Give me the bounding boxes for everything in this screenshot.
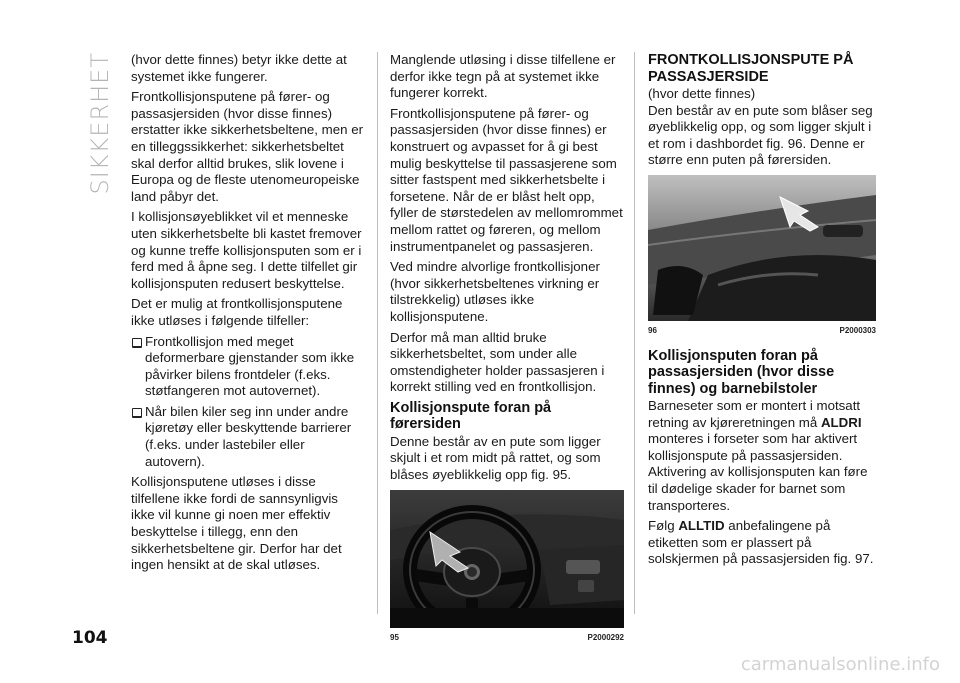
section-heading: Kollisjonspute foran på førersiden [390, 399, 552, 433]
bullet-icon [132, 408, 142, 418]
paragraph: Frontkollisjonsputene på fører- og passasjersiden (hvor disse finnes) erstatter ikke sikkerhetsbeltene, men er en tilleggssikkerhet: sikkerhetsbeltet skal derfor alltid brukes, slik lovene i Europa og de fleste utenomeuropeiske land påbyr det. [131, 89, 364, 204]
section-heading: Kollisjonsputen foran på passasjersiden (hvor disse finnes) og barnebilstoler [648, 347, 835, 397]
column-divider [634, 52, 635, 614]
list-item [131, 404, 365, 470]
paragraph-text: Barneseter som er montert i motsatt retning av kjøreretningen må [648, 398, 861, 430]
section-title: SIKKERHET [86, 52, 114, 195]
paragraph-text: monteres i forseter som har aktivert kollisjonspute på passasjersiden. Aktivering av kollisjonsputen kan føre til dødelige skader for barnet som transporteres. [648, 431, 868, 513]
figure-code: P2000303 [839, 325, 876, 335]
figure-95 [390, 490, 624, 647]
column-divider [377, 52, 378, 614]
paragraph: Den består av en pute som blåser seg øyeblikkelig opp, og som ligger skjult i et rom i dashbordet fig. 96. Denne er større enn puten på førersiden. [648, 102, 873, 168]
watermark: carmanualsonline.info [740, 654, 940, 675]
paragraph [648, 398, 876, 514]
figure-caption [648, 323, 876, 340]
paragraph: Frontkollisjonsputene på fører- og passasjersiden (hvor disse finnes) er konstruert og avpasset for å gi best mulig beskyttelse til passasjerene som sitter fastspent med sikkerhetsbelte i forsetene. Når de er blåst helt opp, fyller de størstedelen av mellomrommet mellom rattet og føreren, og mellom instrumentpanelet og passasjeren. [390, 105, 623, 254]
paragraph-text: Følg [648, 518, 675, 534]
list-item-text: Frontkollisjon med meget deformerbare gjenstander som ikke påvirker bilens frontdeler (f.eks. støtfangeren mot autovernet). [145, 333, 355, 399]
paragraph [648, 518, 876, 568]
text-column-1 [131, 52, 365, 578]
figure-caption [390, 630, 624, 647]
paragraph: Kollisjonsputene utløses i disse tilfellene ikke fordi de sannsynligvis ikke vil kunne gi noen mer effektiv beskyttelse i tillegg, enn den sikkerhetsbeltene gir. Derfor har det ingen hensikt at de skal utløses. [131, 474, 342, 573]
emphasis-always: ALLTID [678, 518, 725, 534]
page-number: 104 [72, 628, 108, 648]
paragraph: Ved mindre alvorlige frontkollisjoner (hvor sikkerhetsbeltenes virkning er tilstrekkelig) utløses ikke kollisjonsputene. [390, 259, 600, 324]
list-item [131, 334, 365, 400]
paragraph: Det er mulig at frontkollisjonsputene ikke utløses i følgende tilfeller: [131, 296, 343, 328]
list-item-text: Når bilen kiler seg inn under andre kjøretøy eller beskyttende barrierer (f.eks. under lastebiler eller autovern). [145, 403, 352, 469]
text-column-3 [648, 52, 876, 572]
steering-wheel-illustration [390, 490, 624, 628]
figure-code: P2000292 [587, 632, 624, 642]
paragraph: Denne består av en pute som ligger skjult i et rom midt på rattet, og som blåses øyeblikkelig opp fig. 95. [390, 433, 601, 483]
steering-wheel-photo [390, 490, 624, 628]
bullet-icon [132, 338, 142, 348]
text-column-2 [390, 52, 624, 646]
emphasis-never: ALDRI [820, 414, 862, 430]
paragraph: Manglende utløsing i disse tilfellene er derfor ikke tegn på at systemet ikke fungerer korrekt. [390, 52, 616, 101]
figure-number: 95 [390, 632, 399, 642]
dashboard-photo [648, 175, 876, 321]
passenger-dashboard-illustration [648, 175, 876, 321]
paragraph: Derfor må man alltid bruke sikkerhetsbeltet, som under alle omstendigheter holder passasjeren i korrekt stilling ved en frontkollisjon. [390, 329, 605, 395]
paragraph-text: anbefalingene på etiketten som er plassert på solskjermen på passasjersiden fig. 97. [648, 518, 874, 567]
paragraph: (hvor dette finnes) betyr ikke dette at systemet ikke fungerer. [131, 52, 347, 84]
paragraph: I kollisjonsøyeblikket vil et menneske uten sikkerhetsbelte bli kastet fremover og kunne treffe kollisjonsputen som er i ferd med å åpne seg. I dette tilfellet gir kollisjonsputen redusert beskyttelse. [131, 209, 362, 291]
figure-96 [648, 175, 876, 340]
paragraph: (hvor dette finnes) [648, 86, 756, 101]
figure-number: 96 [648, 325, 657, 335]
section-heading: FRONTKOLLISJONSPUTE PÅ PASSASJERSIDE [648, 52, 854, 85]
